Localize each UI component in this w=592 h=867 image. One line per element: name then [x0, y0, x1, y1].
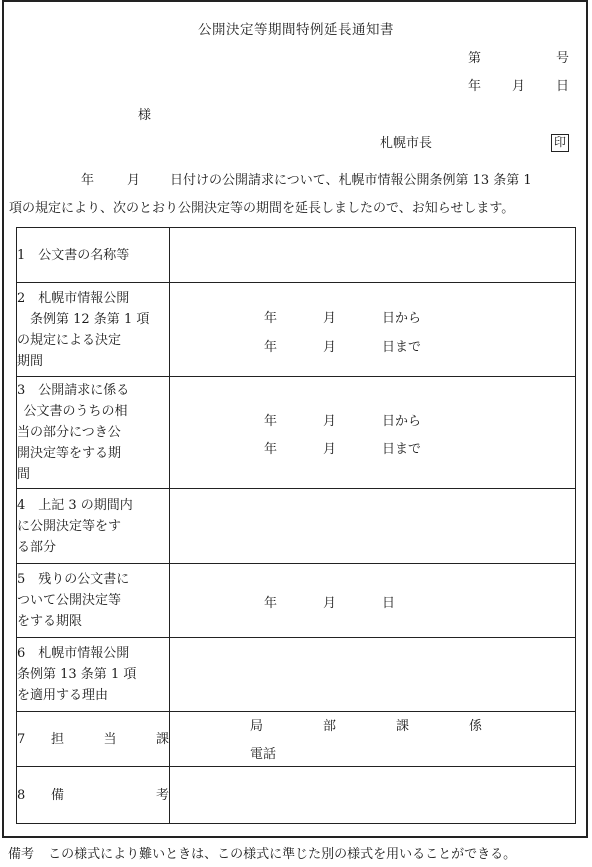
body-line2: 項の規定により、次のとおり公開決定等の期間を延長しましたので、お知らせします。: [9, 201, 515, 216]
row7-unit-kyoku: 局: [250, 719, 264, 734]
row3-label-line: 3 公開請求に係る: [17, 383, 130, 398]
row2-label-line: 2 札幌市情報公開: [17, 290, 130, 306]
row2-to-year: 年: [264, 340, 278, 355]
row5-label: [17, 564, 170, 638]
row7-value: [170, 712, 576, 767]
row4-label: [17, 489, 170, 564]
document-title: 公開決定等期間特例延長通知書: [198, 22, 394, 38]
row3-from-suffix: 日から: [382, 414, 422, 429]
row7-label-text: [17, 729, 169, 750]
row7-label: [17, 712, 170, 767]
row2-label: [17, 283, 170, 377]
date-month: 月: [512, 79, 526, 94]
addressee-suffix: 様: [138, 108, 152, 123]
row3-label-line: 当の部分につき公: [17, 425, 121, 440]
row3-to-year: 年: [264, 442, 278, 457]
date-day: 日: [556, 79, 570, 94]
row2-from-suffix: 日から: [382, 311, 422, 326]
sender-name: 札幌市長: [380, 136, 433, 151]
body-line1: 日付けの公開請求について、札幌市情報公開条例第 13 条第 1: [170, 173, 532, 188]
row3-label-line: 開決定等をする期: [17, 446, 122, 461]
table-row: [17, 767, 576, 824]
row7-unit-ka: 課: [396, 719, 410, 734]
row1-value: [170, 228, 576, 283]
row2-to-month: 月: [323, 340, 337, 355]
row7-label-number: 7: [17, 731, 26, 747]
footer-note: [8, 847, 516, 863]
row2-label-line: の規定による決定: [17, 332, 122, 348]
row8-label-char: 備: [51, 787, 65, 803]
table-row: [17, 638, 576, 712]
row5-day: 日: [382, 596, 396, 611]
row2-from-year: 年: [264, 311, 278, 326]
row7-label-char: 当: [103, 731, 117, 747]
row8-label: [17, 767, 170, 824]
body-month: 月: [127, 173, 141, 188]
seal-mark: 印: [551, 134, 569, 152]
footer-note-text: この様式により難いときは、この様式に準じた別の様式を用いることができる。: [48, 847, 517, 862]
row3-from-year: 年: [264, 414, 278, 429]
row4-label-line: 4 上記 3 の期間内: [17, 497, 133, 513]
row7-label-char: 課: [155, 731, 169, 747]
row5-label-line: 5 残りの公文書に: [17, 572, 130, 587]
row5-month: 月: [323, 596, 337, 611]
row3-label: [17, 377, 170, 489]
footer-note-label: 備考: [8, 847, 35, 862]
row1-label: 1 公文書の名称等: [17, 228, 170, 283]
row6-label: [17, 638, 170, 712]
row7-unit-kakari: 係: [469, 719, 483, 734]
row7-label-char: 担: [51, 731, 65, 747]
row2-from-month: 月: [323, 311, 337, 326]
row6-label-line: 条例第 13 条第 1 項: [17, 667, 137, 682]
row3-to-suffix: 日まで: [382, 442, 422, 457]
row4-label-line: る部分: [17, 539, 57, 555]
row7-label-chars: [51, 729, 169, 750]
row3-label-line: 間: [17, 467, 31, 482]
row3-from-month: 月: [323, 414, 337, 429]
row3-label-line: 公文書のうちの相: [23, 404, 128, 419]
table-row: [17, 564, 576, 638]
body-year: 年: [81, 173, 95, 188]
row5-label-line: ついて公開決定等: [17, 593, 122, 608]
row6-label-line: を適用する理由: [17, 688, 109, 703]
row6-label-line: 6 札幌市情報公開: [17, 646, 130, 661]
row3-value: [170, 377, 576, 489]
row8-label-text: [17, 785, 169, 806]
row6-value: [170, 638, 576, 712]
table-row: [17, 228, 576, 283]
row7-phone-label: 電話: [250, 747, 277, 762]
row8-label-number: 8: [17, 787, 26, 803]
row8-label-chars: [51, 785, 169, 806]
row5-value: [170, 564, 576, 638]
row7-unit-bu: 部: [323, 719, 337, 734]
row8-label-char: 考: [155, 787, 169, 803]
number-prefix: 第: [468, 51, 482, 66]
extension-form-table: [16, 227, 576, 824]
row2-label-line: 条例第 12 条第 1 項: [30, 311, 150, 327]
table-row: [17, 377, 576, 489]
row5-label-line: をする期限: [17, 614, 83, 629]
row4-label-line: に公開決定等をす: [17, 518, 122, 534]
row3-to-month: 月: [323, 442, 337, 457]
row2-value: [170, 283, 576, 377]
table-row: [17, 283, 576, 377]
row8-value: [170, 767, 576, 824]
row4-value: [170, 489, 576, 564]
table-row: [17, 489, 576, 564]
row2-to-suffix: 日まで: [382, 340, 422, 355]
date-year: 年: [468, 79, 482, 94]
row2-label-line: 期間: [17, 353, 44, 369]
table-row: [17, 712, 576, 767]
row5-year: 年: [264, 596, 278, 611]
number-suffix: 号: [556, 51, 570, 66]
